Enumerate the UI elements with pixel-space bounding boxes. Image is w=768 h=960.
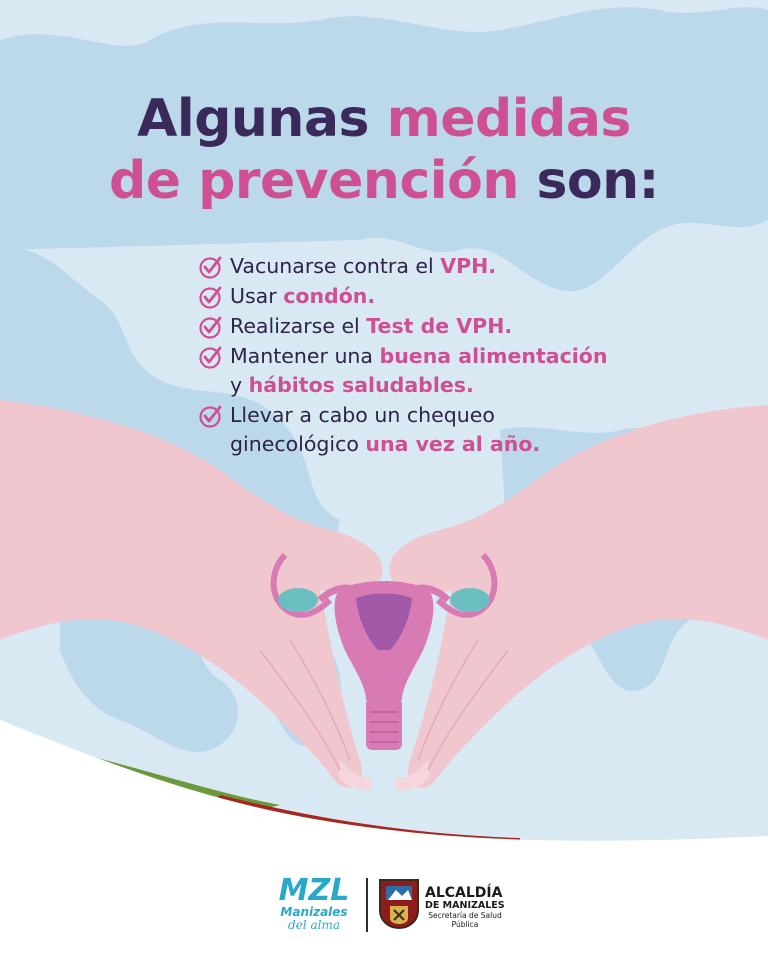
highlight-text: buena alimentación <box>379 344 608 368</box>
highlight-text: VPH. <box>440 254 497 278</box>
check-circle-icon <box>198 254 224 280</box>
check-circle-icon <box>198 344 224 370</box>
title-word-dark-2: son: <box>536 151 659 211</box>
title-words-pink: de prevención <box>109 151 519 211</box>
item-text: Vacunarse contra el <box>230 254 441 278</box>
item-text: Llevar a cabo un chequeo <box>230 403 495 427</box>
title-line-2 <box>0 150 768 212</box>
check-circle-icon <box>198 403 224 429</box>
mzl-tagline: del alma <box>288 918 340 932</box>
item-text: ginecológico <box>230 432 366 456</box>
list-item <box>198 401 608 459</box>
footer-divider <box>366 878 368 932</box>
coat-of-arms-icon <box>378 878 420 930</box>
list-item <box>198 252 608 281</box>
alcaldia-line-3: Secretaría de Salud Pública <box>428 911 502 929</box>
mzl-logo <box>266 873 362 932</box>
item-text: Mantener una <box>230 344 380 368</box>
alcaldia-line-1: ALCALDÍA <box>425 885 503 901</box>
alcaldia-logo-text <box>425 886 505 929</box>
title-word-pink: medidas <box>386 89 631 149</box>
list-item <box>198 312 608 341</box>
highlight-text: una vez al año. <box>365 432 541 456</box>
item-text: Usar <box>230 284 284 308</box>
highlight-text: condón. <box>283 284 376 308</box>
page-title <box>0 88 768 212</box>
item-text: y <box>230 373 249 397</box>
highlight-text: Test de VPH. <box>366 314 513 338</box>
check-circle-icon <box>198 284 224 310</box>
mzl-logo-text: MZL <box>278 873 350 908</box>
highlight-text: hábitos saludables. <box>248 373 474 397</box>
list-item <box>198 342 608 400</box>
prevention-list <box>198 252 608 460</box>
item-text: Realizarse el <box>230 314 367 338</box>
check-circle-icon <box>198 314 224 340</box>
mzl-name: Manizales <box>280 905 348 919</box>
title-word-dark: Algunas <box>137 89 369 149</box>
alcaldia-line-2: DE MANIZALES <box>425 900 505 911</box>
list-item <box>198 282 608 311</box>
title-line-1 <box>0 88 768 150</box>
